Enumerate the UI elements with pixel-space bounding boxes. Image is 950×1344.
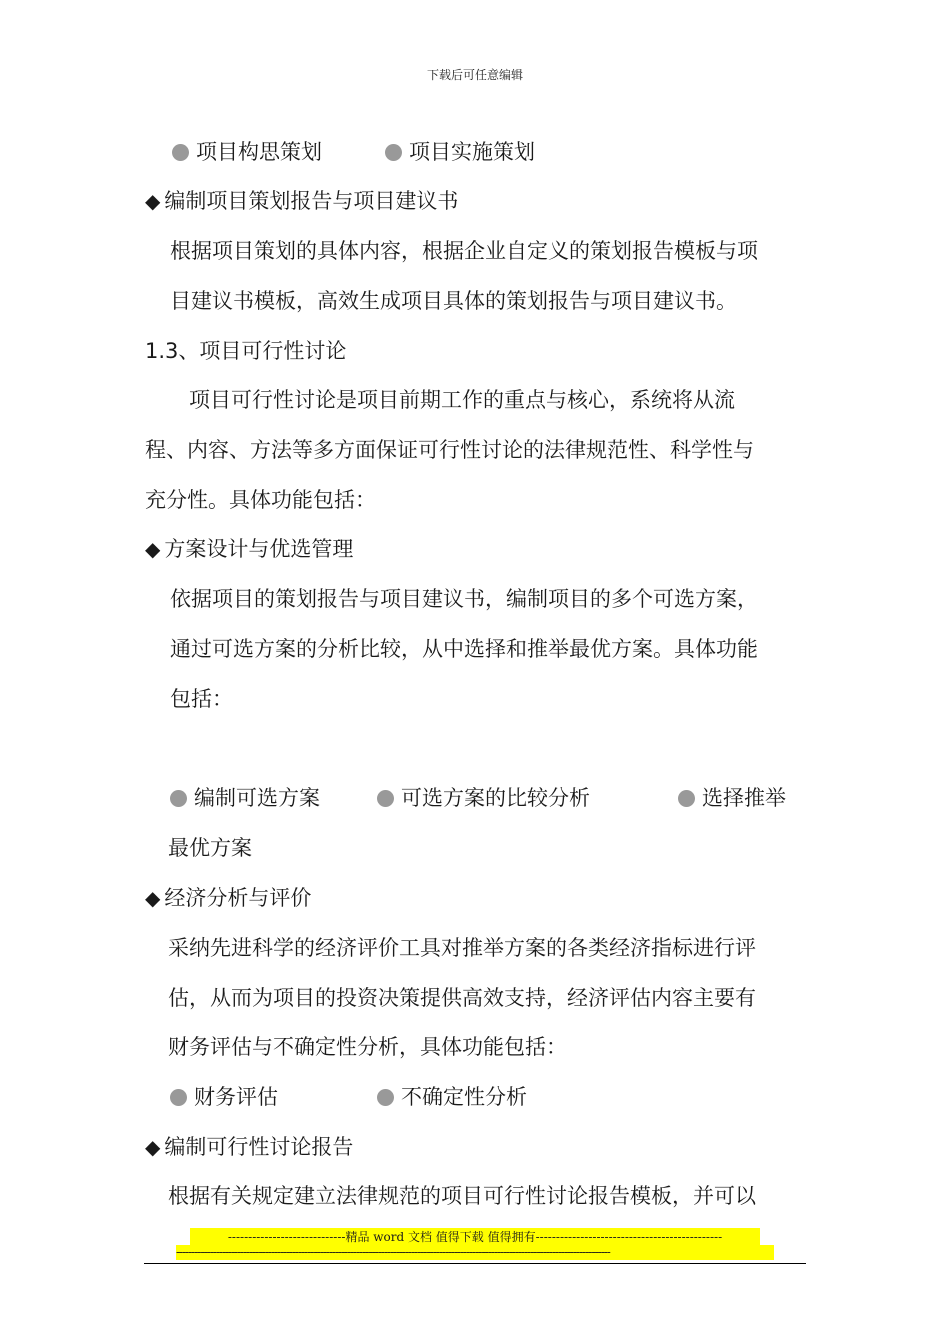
bullet-dot-icon <box>172 144 189 161</box>
bullet-text: 选择推举 <box>702 786 786 810</box>
footer-banner: -----------------------------精品 word 文档 值得下载 值得拥有---------------------------------------------- <box>190 1228 760 1246</box>
page-header: 下载后可任意编辑 <box>426 68 523 82</box>
diamond-icon: ◆ <box>145 1135 161 1159</box>
bullet-text: 编制可选方案 <box>194 786 320 810</box>
bullet-dot-icon <box>377 790 394 807</box>
paragraph-line: 通过可选方案的分析比较，从中选择和推举最优方案。具体功能 <box>170 637 758 661</box>
paragraph-line: 根据项目策划的具体内容，根据企业自定义的策划报告模板与项 <box>170 239 758 263</box>
paragraph-line: 财务评估与不确定性分析，具体功能包括： <box>168 1035 567 1059</box>
section-heading <box>145 1133 353 1161</box>
bullet-text: 可选方案的比较分析 <box>401 786 590 810</box>
paragraph-line: 根据有关规定建立法律规范的项目可行性讨论报告模板，并可以 <box>168 1184 756 1208</box>
bullet-text: 项目构思策划 <box>196 140 322 164</box>
heading-text: 方案设计与优选管理 <box>164 537 354 561</box>
paragraph-line: 程、内容、方法等多方面保证可行性讨论的法律规范性、科学性与 <box>145 438 754 462</box>
bullet-text: 项目实施策划 <box>409 140 535 164</box>
diamond-icon: ◆ <box>145 886 161 910</box>
heading-text: 编制可行性讨论报告 <box>164 1135 354 1159</box>
diamond-icon: ◆ <box>145 537 161 561</box>
paragraph-line: 采纳先进科学的经济评价工具对推举方案的各类经济指标进行评 <box>168 936 756 960</box>
bullet-dot-icon <box>678 790 695 807</box>
heading-text: 经济分析与评价 <box>164 886 312 910</box>
bullet-item <box>377 784 590 812</box>
footer-dashes: ---------------------------------------------------------------------------------------------------------------------------------------------- <box>176 1245 774 1260</box>
bullet-item <box>377 1083 527 1111</box>
section-heading <box>145 535 353 563</box>
paragraph-line: 项目可行性讨论是项目前期工作的重点与核心，系统将从流 <box>189 388 735 412</box>
bullet-dot-icon <box>385 144 402 161</box>
bullet-item <box>678 784 786 812</box>
section-heading <box>145 187 458 215</box>
bullet-text: 不确定性分析 <box>401 1085 527 1109</box>
bullet-dot-icon <box>170 790 187 807</box>
paragraph-line: 依据项目的策划报告与项目建议书，编制项目的多个可选方案， <box>170 587 758 611</box>
footer-rule <box>144 1263 806 1264</box>
paragraph-line: 包括： <box>170 687 233 711</box>
bullet-item <box>385 138 535 166</box>
bullet-dot-icon <box>377 1089 394 1106</box>
section-title: 1.3、项目可行性讨论 <box>145 339 347 363</box>
section-heading <box>145 884 311 912</box>
bullet-dot-icon <box>170 1089 187 1106</box>
paragraph-line: 估，从而为项目的投资决策提供高效支持，经济评估内容主要有 <box>168 986 756 1010</box>
bullet-continuation: 最优方案 <box>168 836 252 860</box>
bullet-item <box>170 784 320 812</box>
paragraph-line: 目建议书模板，高效生成项目具体的策划报告与项目建议书。 <box>170 289 737 313</box>
bullet-item <box>170 1083 278 1111</box>
diamond-icon: ◆ <box>145 189 161 213</box>
paragraph-line: 充分性。具体功能包括： <box>145 488 376 512</box>
bullet-text: 财务评估 <box>194 1085 278 1109</box>
heading-text: 编制项目策划报告与项目建议书 <box>164 189 459 213</box>
bullet-item <box>172 138 322 166</box>
